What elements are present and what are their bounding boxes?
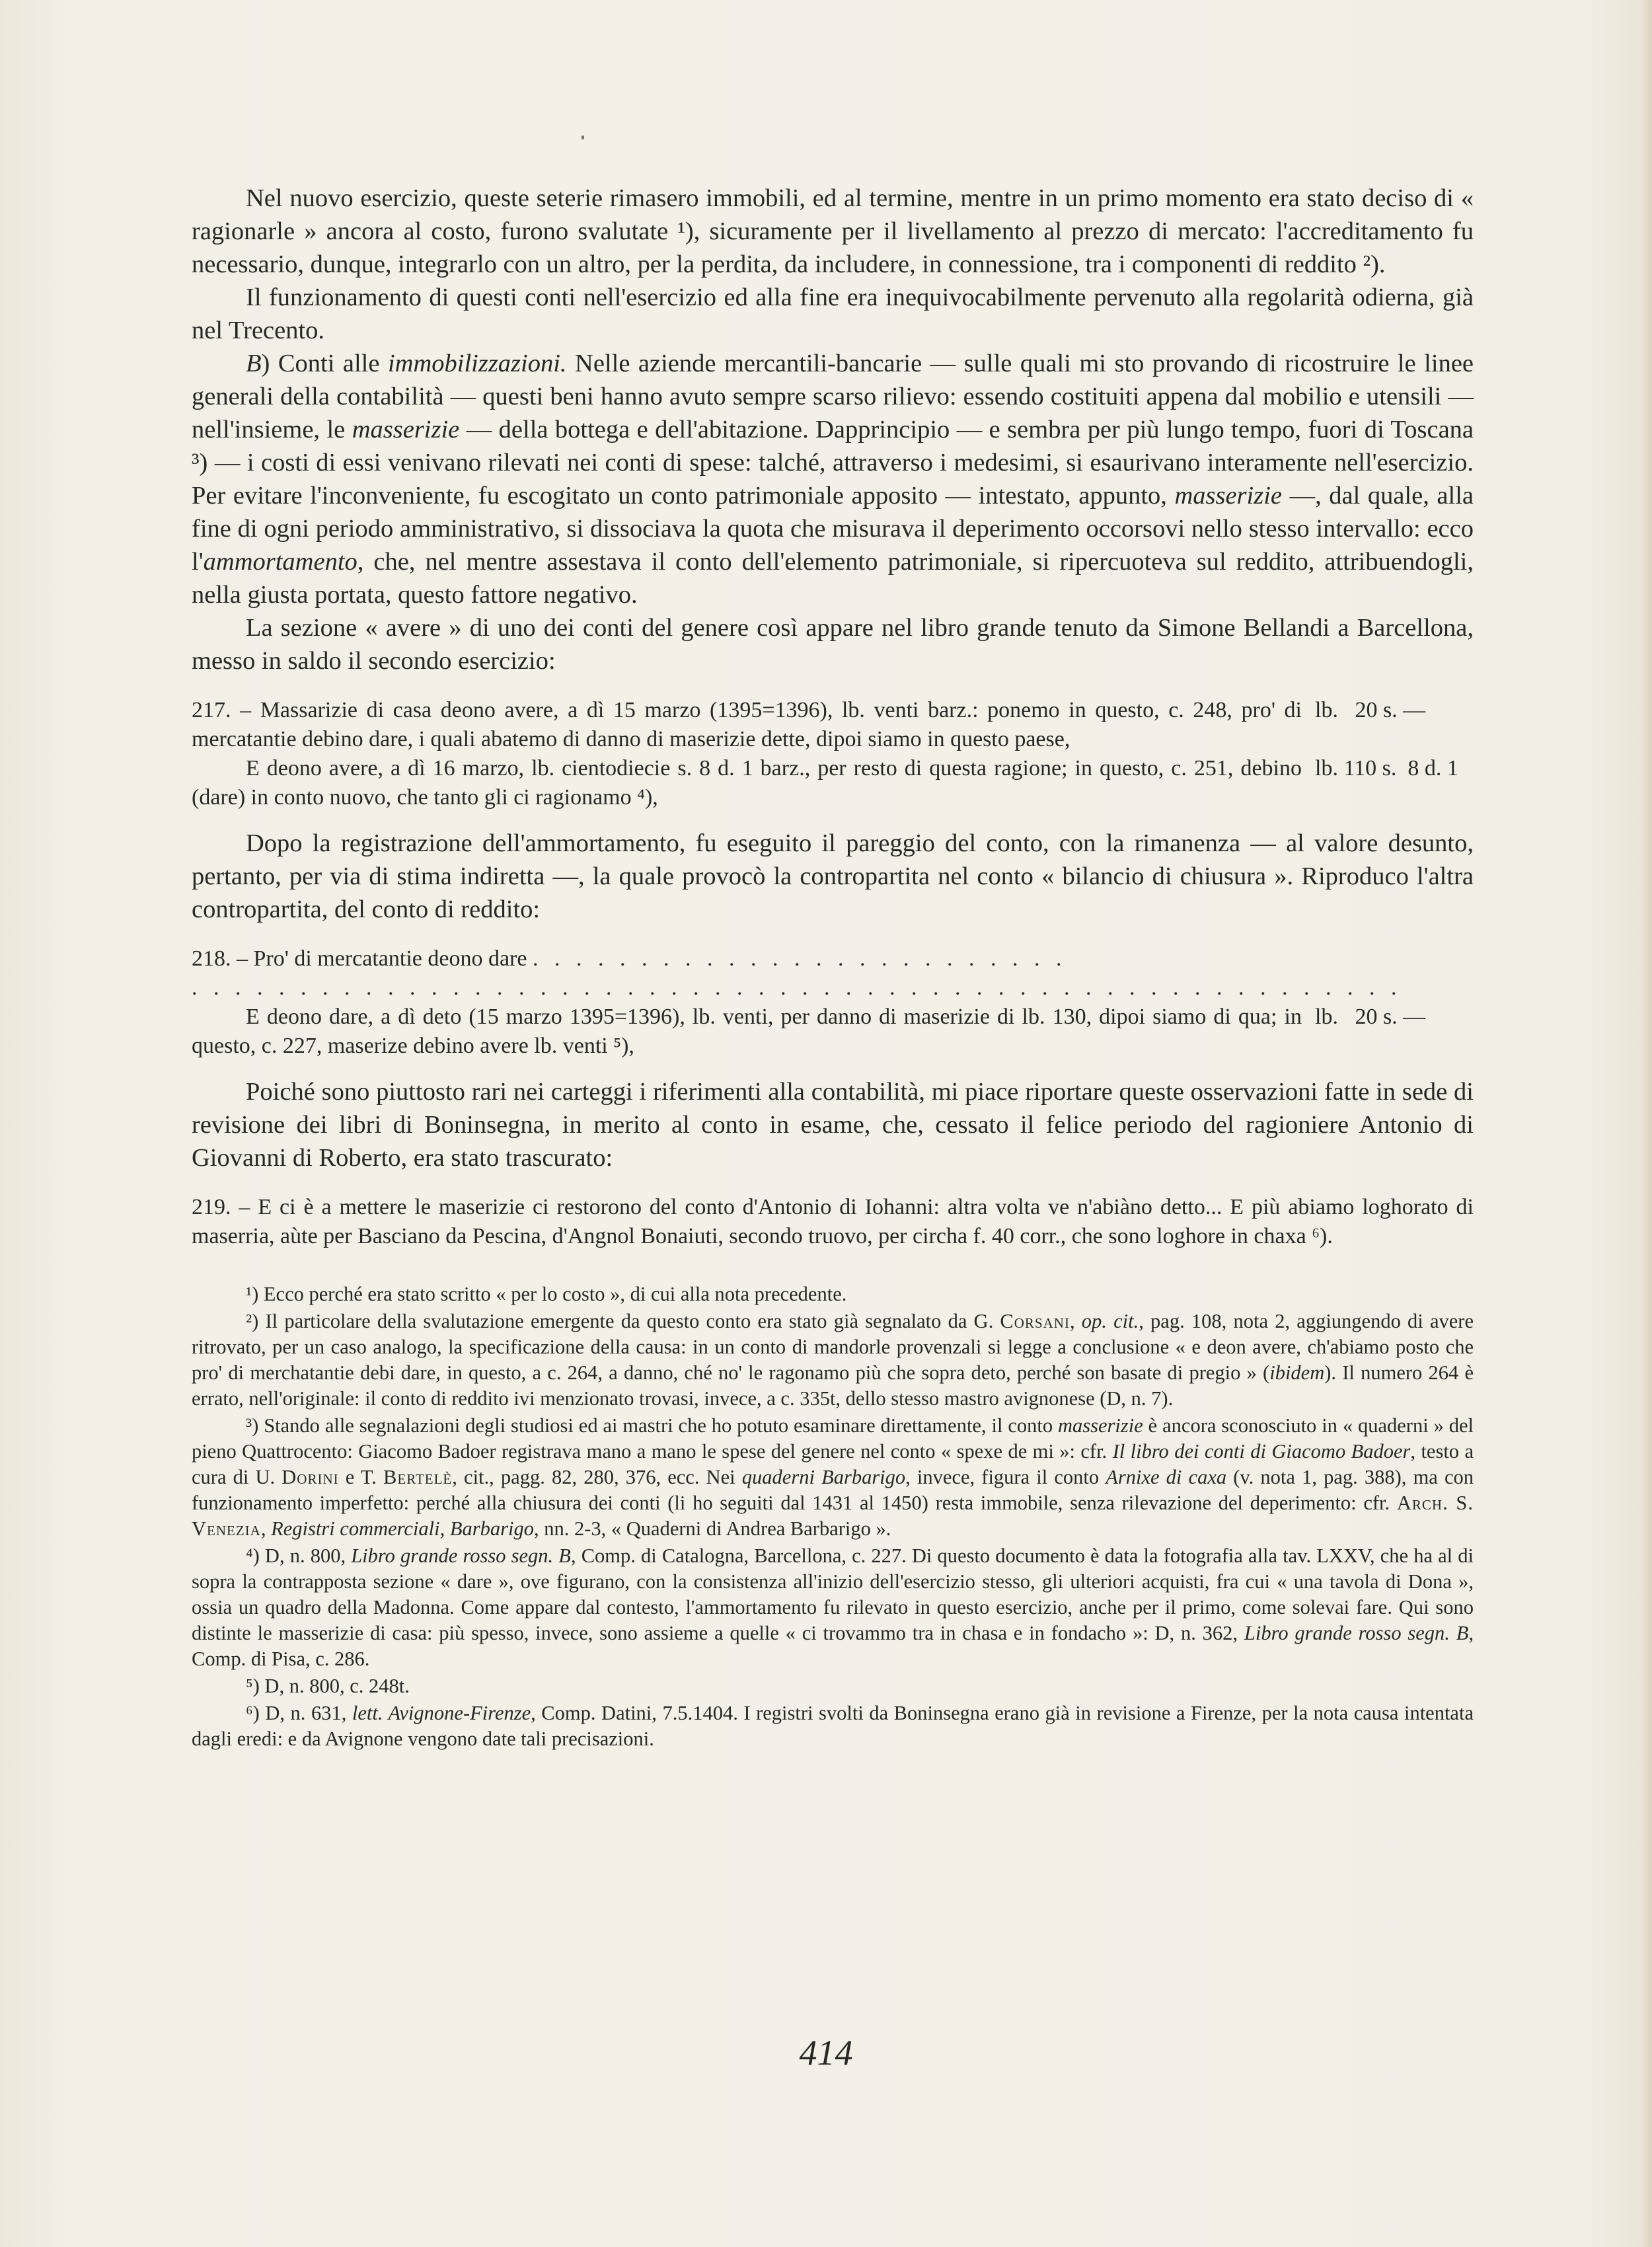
entry-218-line-2: E deono dare, a dì deto (15 marzo 1395=1396), lb. venti, per danno di maserizie di lb. 130, dipoi siamo di qua; in questo, c. 227, maserize debino avere lb. venti ⁵),: [192, 1005, 1302, 1058]
footnote-3: ³) Stando alle segnalazioni degli studiosi ed ai mastri che ho potuto esaminare direttamente, il conto masserizie è ancora sconosciuto in « quaderni » del pieno Quattrocento: Giacomo Badoer registrava mano a mano le spese del genere nel conto « spexe de mi »: cfr. Il libro dei conti di Giacomo Badoer, testo a cura di U. Dorini e T. Bertelè, cit., pagg. 82, 280, 376, ecc. Nei quaderni Barbarigo, invece, figura il conto Arnixe di caxa (v. nota 1, pag. 388), ma con funzionamento imperfetto: perché alla chiusura dei conti (li ho seguiti dal 1431 al 1450) resta immobile, senza rilevazione del deperimento: cfr. Arch. S. Venezia, Registri commerciali, Barbarigo, nn. 2-3, « Quaderni di Andrea Barbarigo ».: [192, 1414, 1474, 1540]
entry-217-amount-2: lb. 110 s. 8 d. 1: [1315, 756, 1458, 781]
ledger-entry-217: [192, 696, 1474, 812]
paragraph-2: Il funzionamento di questi conti nell'esercizio ed alla fine era inequivocabilmente pervenuto alla regolarità odierna, già nel Trecento.: [192, 284, 1474, 344]
footnote-5: ⁵) D, n. 800, c. 248t.: [246, 1675, 410, 1697]
entry-218-line-1: 218. – Pro' di mercatantie deono dare: [192, 946, 527, 971]
ledger-entry-218: [192, 944, 1474, 1061]
footnote-4: ⁴) D, n. 800, Libro grande rosso segn. B, Comp. di Catalogna, Barcellona, c. 227. Di questo documento è data la fotografia alla tav. LXXV, che ha al di sopra la contrapposta sezione « dare », ove figurano, con la consistenza all'inizio dell'esercizio stesso, gli ulteriori acquisti, fra cui « una tavola di Dona », ossia un quadro della Madonna. Come appare dal contesto, l'ammortamento fu rilevato in questo esercizio, anche per il primo, come solevai fare. Qui sono distinte le masserizie di casa: più spesso, invece, sono assieme a quelle « ci trovammo tra in chasa e in fondacho »: D, n. 362, Libro grande rosso segn. B, Comp. di Pisa, c. 286.: [192, 1544, 1474, 1670]
section-label: B: [246, 350, 262, 377]
term-immobilizzazioni: immobilizzazioni.: [387, 350, 567, 377]
paragraph-1: Nel nuovo esercizio, queste seterie rimasero immobili, ed al termine, mentre in un primo momento era stato deciso di « ragionarle » ancora al costo, furono svalutate ¹), sicuramente per il livellamento al prezzo di mercato: l'accreditamento fu necessario, dunque, integrarlo con un altro, per la perdita, da includere, in connessione, tra i componenti di reddito ²).: [192, 184, 1474, 278]
entry-219-text: 219. – E ci è a mettere le maserizie ci restorono del conto d'Antonio di Iohanni: altra volta ve n'abiàno detto... E più abiamo loghorato di maserria, aùte per Basciano da Pescina, d'Angnol Bonaiuti, secondo truovo, per circha f. 40 corr., che sono loghore in chaxa ⁶).: [192, 1195, 1474, 1248]
paragraph-5: Dopo la registrazione dell'ammortamento, fu eseguito il pareggio del conto, con la rimanenza — al valore desunto, pertanto, per via di stima indiretta —, la quale provocò la contropartita nel conto « bilancio di chiusura ». Riproduco l'altra contropartita, del conto di reddito:: [192, 829, 1474, 923]
page-number: 414: [799, 2033, 853, 2073]
term-ammortamento: ammortamento: [203, 548, 357, 576]
ledger-entry-219: [192, 1193, 1474, 1251]
entry-218-dots-2: . . . . . . . . . . . . . . . . . . . . . . . . . . . . . . . . . . . . . . . . . . . . . . . . . . . . . . . .: [192, 975, 1402, 1000]
term-masserizie: masserizie: [352, 416, 460, 443]
entry-217-amount-1: lb. 20 s. —: [1315, 698, 1426, 722]
body-section-3: [192, 1075, 1474, 1174]
footnote-1: ¹) Ecco perché era stato scritto « per lo costo », di cui alla nota precedente.: [246, 1283, 847, 1305]
ink-speck: [582, 135, 584, 139]
term-masserizie-2: masserizie: [1174, 482, 1283, 510]
paragraph-4: La sezione « avere » di uno dei conti del genere così appare nel libro grande tenuto da Simone Bellandi a Barcellona, messo in saldo il secondo esercizio:: [192, 614, 1474, 675]
body-section-1: [192, 182, 1474, 677]
page-content: [192, 182, 1474, 1753]
footnotes: [192, 1281, 1474, 1752]
paragraph-6: Poiché sono piuttosto rari nei carteggi i riferimenti alla contabilità, mi piace riportare queste osservazioni fatte in sede di revisione dei libri di Boninsegna, in merito al conto in esame, che, cessato il felice periodo del ragioniere Antonio di Giovanni di Roberto, era stato trascurato:: [192, 1078, 1474, 1172]
footnote-6: ⁶) D, n. 631, lett. Avignone-Firenze, Comp. Datini, 7.5.1404. I registri svolti da Boninsegna erano già in revisione a Firenze, per la nota causa intentata dagli eredi: e da Avignone vengono date tali precisazioni.: [192, 1702, 1474, 1750]
entry-217-line-1: 217. – Massarizie di casa deono avere, a dì 15 marzo (1395=1396), lb. venti barz.: ponemo in questo, c. 248, pro' di mercatantie debino dare, i quali abatemo di danno di maserizie dette, dipoi siamo in questo paese,: [192, 698, 1302, 751]
paragraph-3: B) Conti alle immobilizzazioni. Nelle aziende mercantili-bancarie — sulle quali mi sto provando di ricostruire le linee generali della contabilità — questi beni hanno avuto sempre scarso rilievo: essendo costituiti appena dal mobilio e utensili — nell'insieme, le masserizie — della bottega e dell'abitazione. Dapprincipio — e sembra per più lungo tempo, fuori di Toscana ³) — i costi di essi venivano rilevati nei conti di spese: talché, attraverso i medesimi, si esaurivano interamente nell'esercizio. Per evitare l'inconveniente, fu escogitato un conto patrimoniale apposito — intestato, appunto, masserizie —, dal quale, alla fine di ogni periodo amministrativo, si dissociava la quota che misurava il deperimento occorsovi nello stesso intervallo: ecco l'ammortamento, che, nel mentre assestava il conto dell'elemento patrimoniale, si ripercuoteva sul reddito, attribuendogli, nella giusta portata, questo fattore negativo.: [192, 350, 1474, 609]
page-edge: [1643, 0, 1652, 2247]
entry-218-dots-1: . . . . . . . . . . . . . . . . . . . . . . . . .: [532, 946, 1067, 971]
footnote-2: ²) Il particolare della svalutazione emergente da questo conto era stato già segnalato da G. Corsani, op. cit., pag. 108, nota 2, aggiungendo di avere ritrovato, per un caso analogo, la specificazione della causa: in un conto di mandorle provenzali si legge a conclusione « e deon avere, ch'abiamo posto che pro' di merchatantie debi dare, in questo, a c. 264, a danno, ché no' le ragonamo più che sopra deto, perché son basate di pregio » (ibidem). Il numero 264 è errato, nell'originale: il conto di reddito ivi menzionato trovasi, invece, a c. 335t, dello stesso mastro avignonese (D, n. 7).: [192, 1310, 1474, 1410]
entry-218-amount-2: lb. 20 s. —: [1315, 1005, 1426, 1029]
entry-217-line-2: E deono avere, a dì 16 marzo, lb. cientodiecie s. 8 d. 1 barz., per resto di questa ragione; in questo, c. 251, debino (dare) in conto nuovo, che tanto gli ci ragionamo ⁴),: [192, 756, 1302, 810]
body-section-2: [192, 827, 1474, 926]
